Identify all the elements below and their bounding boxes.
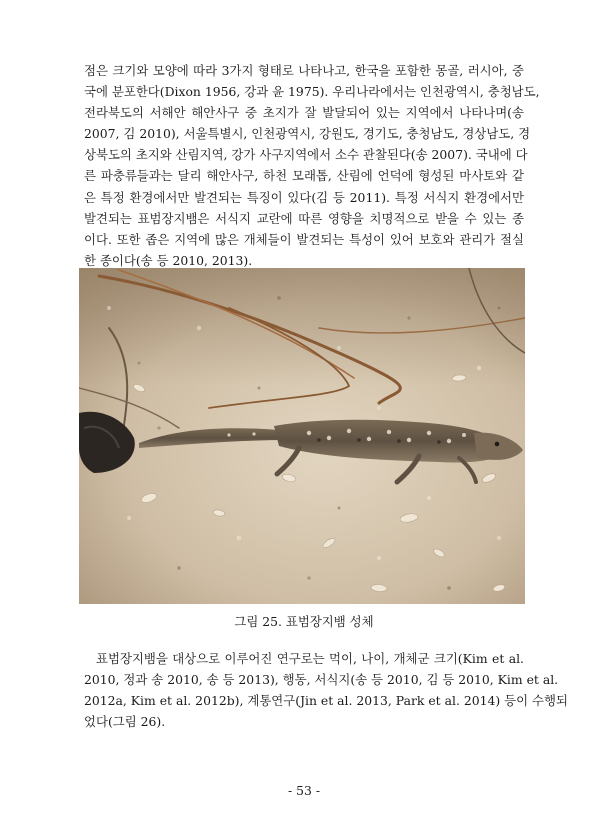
text-line: 점은 크기와 모양에 따라 3가지 형태로 나타나고, 한국을 포함한 몽골, 러시아, 중 <box>84 63 524 78</box>
text-line: 발견되는 표범장지뱀은 서식지 교란에 따른 영향을 치명적으로 받을 수 있는 종 <box>84 210 524 226</box>
text-line: 었다(그림 26). <box>84 714 166 730</box>
text-line: 2007, 김 2010), 서울특별시, 인천광역시, 강원도, 경기도, 충청남도, 경상남도, 경 <box>84 126 531 142</box>
page-number: - 53 - <box>287 783 321 798</box>
text-line: 한 종이다(송 등 2010, 2013). <box>84 252 253 268</box>
text-line: 2012a, Kim et al. 2012b), 계통연구(Jin et al. 2013, Park et al. 2014) 등이 수행되 <box>84 693 568 709</box>
text-line: 이다. 또한 좁은 지역에 많은 개체들이 발견되는 특성이 있어 보호와 관리가 절실 <box>84 231 524 247</box>
text-line: 은 특정 환경에서만 발견되는 특징이 있다(김 등 2011). 특정 서식지 환경에서만 <box>84 189 524 205</box>
figure-caption: 그림 25. 표범장지뱀 성체 <box>234 614 374 629</box>
text-line: 표범장지뱀을 대상으로 이루어진 연구로는 먹이, 나이, 개체군 크기(Kim et al. <box>96 651 524 666</box>
text-line: 상북도의 초지와 산림지역, 강가 사구지역에서 소수 관찰된다(송 2007). 국내에 다 <box>84 147 528 163</box>
body-paragraph-1 <box>84 60 540 271</box>
text-line: 른 파충류들과는 달리 해안사구, 하천 모래톱, 산림에 언덕에 형성된 마사토와 같 <box>84 168 524 184</box>
text-line: 국에 분포한다(Dixon 1956, 강과 윤 1975). 우리나라에서는 인천광역시, 충청남도, <box>84 84 540 100</box>
body-paragraph-2 <box>84 648 568 732</box>
text-line: 전라북도의 서해안 해안사구 중 초지가 잘 발달되어 있는 지역에서 나타나며(송 <box>84 105 524 121</box>
text-line: 2010, 정과 송 2010, 송 등 2013), 행동, 서식지(송 등 2010, 김 등 2010, Kim et al. <box>84 672 559 688</box>
lizard-photo <box>79 268 525 604</box>
